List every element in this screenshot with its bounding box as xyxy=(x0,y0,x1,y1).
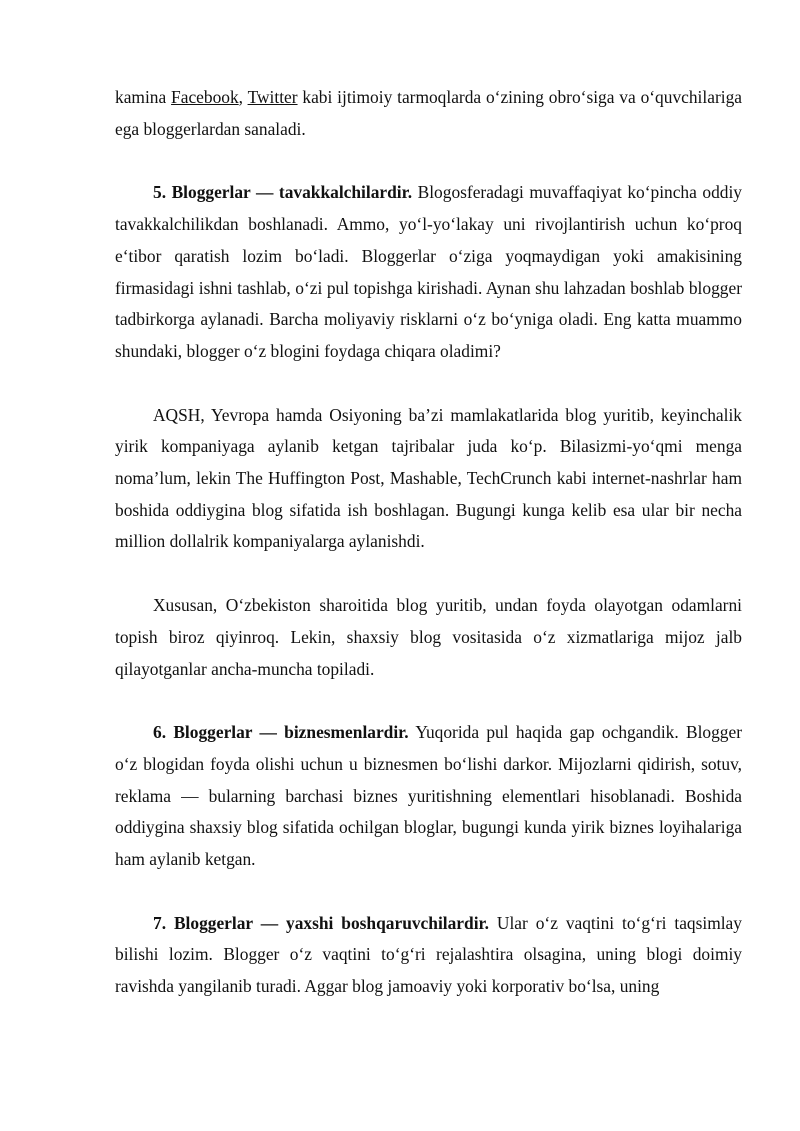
paragraph-bloggers-businessmen xyxy=(115,717,742,876)
section-heading: 7. Bloggerlar — yaxshi boshqaruvchilardir. xyxy=(153,912,489,933)
twitter-link[interactable]: Twitter xyxy=(247,87,298,107)
facebook-link[interactable]: Facebook xyxy=(171,87,239,107)
section-heading: 5. Bloggerlar — tavakkalchilardir. xyxy=(153,182,413,203)
paragraph-text: Blogosferadagi muvaffaqiyat ko‘pincha oddiy tavakkalchilikdan boshlanadi. Ammo, yo‘l-yo‘lakay uni rivojlantirish uchun ko‘proq e‘tibor qaratish lozim bo‘ladi. Bloggerlar o‘ziga yoqmaydigan yoki amakisining firmasidagi ishni tashlab, o‘zi pul topishga kirishadi. Aynan shu lahzadan boshlab blogger tadbirkorga aylanadi. Barcha moliyaviy risklarni o‘z bo‘yniga oladi. Eng katta muammo shundaki, blogger o‘z blogini foydaga chiqara oladimi? xyxy=(115,182,742,361)
paragraph-uzbekistan xyxy=(115,590,742,685)
paragraph-text: Xususan, O‘zbekiston sharoitida blog yuritib, undan foyda olayotgan odamlarni topish biroz qiyinroq. Lekin, shaxsiy blog vositasida o‘z xizmatlariga mijoz jalb qilayotganlar ancha-muncha topiladi. xyxy=(115,595,742,679)
paragraph-usa-europe-asia xyxy=(115,400,742,559)
paragraph-text: Yuqorida pul haqida gap ochgandik. Blogger o‘z blogidan foyda olishi uchun u biznesmen bo‘lishi darkor. Mijozlarni qidirish, sotuv, reklama — bularning barchasi biznes yuritishning elementlari hisoblanadi. Boshida oddiygina shaxsiy blog sifatida ochilgan bloglar, bugungi kunda yirik biznes loyihalariga ham aylanib ketgan. xyxy=(115,722,743,870)
paragraph-text: Ular o‘z vaqtini to‘g‘ri taqsimlay bilishi lozim. Blogger o‘z vaqtini to‘g‘ri rejalashtira olsagina, uning blogi doimiy ravishda yangilanib turadi. Aggar blog jamoaviy yoki korporativ bo‘lsa, uning xyxy=(115,912,742,997)
section-heading: 6. Bloggerlar — biznesmenlardir. xyxy=(153,722,409,743)
paragraph-text: kabi ijtimoiy tarmoqlarda o‘zining obro‘siga va o‘quvchilariga ega bloggerlardan sanaladi. xyxy=(115,87,742,139)
comma-text: , xyxy=(238,87,248,107)
paragraph-bloggers-managers xyxy=(115,908,742,1003)
paragraph-text: AQSH, Yevropa hamda Osiyoning ba’zi mamlakatlarida blog yuritib, keyinchalik yirik kompaniyaga aylanib ketgan tajribalar juda ko‘p. Bilasizmi-yo‘qmi menga noma’lum, lekin The Huffington Post, Mashable, TechCrunch kabi internet-nashrlar ham boshida oddiygina blog sifatida ish boshlagan. Bugungi kunga kelib esa ular bir necha million dollalrik kompaniyalarga aylanishdi. xyxy=(115,404,742,552)
paragraph-continuation xyxy=(115,82,742,145)
paragraph-bloggers-risk-takers xyxy=(115,177,742,367)
document-body xyxy=(115,82,742,1003)
paragraph-text: kamina xyxy=(115,87,172,107)
